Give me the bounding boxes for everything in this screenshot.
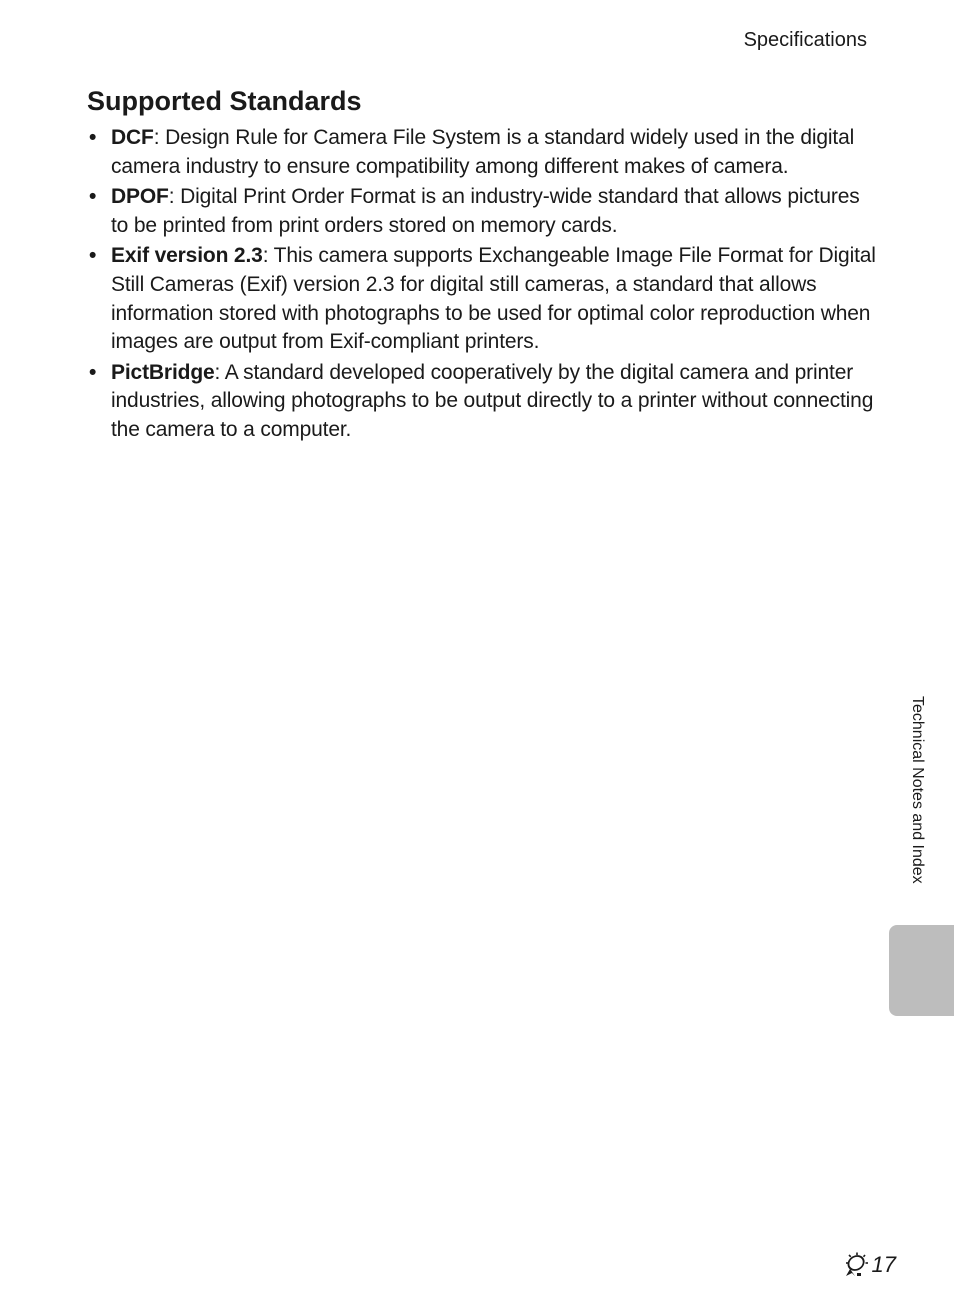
- standards-list: [87, 124, 877, 447]
- running-header: Specifications: [743, 29, 867, 51]
- term-description: : A standard developed cooperatively by the digital camera and printer industries, allowing photographs to be output directly to a printer without connecting the camera to a computer.: [111, 360, 874, 441]
- term-description: : Digital Print Order Format is an industry-wide standard that allows pictures to be printed from print orders stored on memory cards.: [111, 185, 860, 237]
- term-description: : Design Rule for Camera File System is a standard widely used in the digital camera industry to ensure compatibility among different makes of camera.: [111, 126, 855, 178]
- list-item-exif: [87, 242, 877, 356]
- list-item-dpof: [87, 183, 877, 240]
- term-description: : This camera supports Exchangeable Image File Format for Digital Still Cameras (Exif) version 2.3 for digital still cameras, a standard that allows information stored with photographs to be used for optimal color reproduction when images are output from Exif-compliant printers.: [111, 244, 876, 354]
- side-tab-label: Technical Notes and Index: [909, 696, 926, 884]
- term-label: DPOF: [111, 185, 169, 209]
- term-label: DCF: [111, 126, 154, 149]
- list-item-pictbridge: [87, 359, 877, 445]
- page-number: [843, 1251, 896, 1279]
- section-title: Supported Standards: [87, 86, 362, 116]
- page-number-text: 17: [871, 1252, 896, 1277]
- term-label: PictBridge: [111, 360, 215, 384]
- bullet-icon: •: [89, 126, 97, 149]
- bullet-icon: •: [89, 360, 97, 384]
- term-label: Exif version 2.3: [111, 244, 263, 268]
- side-tab[interactable]: [889, 925, 954, 1016]
- bullet-icon: •: [89, 185, 97, 209]
- list-item-dcf: [87, 124, 877, 181]
- reference-section-icon: [843, 1252, 871, 1278]
- bullet-icon: •: [89, 244, 97, 268]
